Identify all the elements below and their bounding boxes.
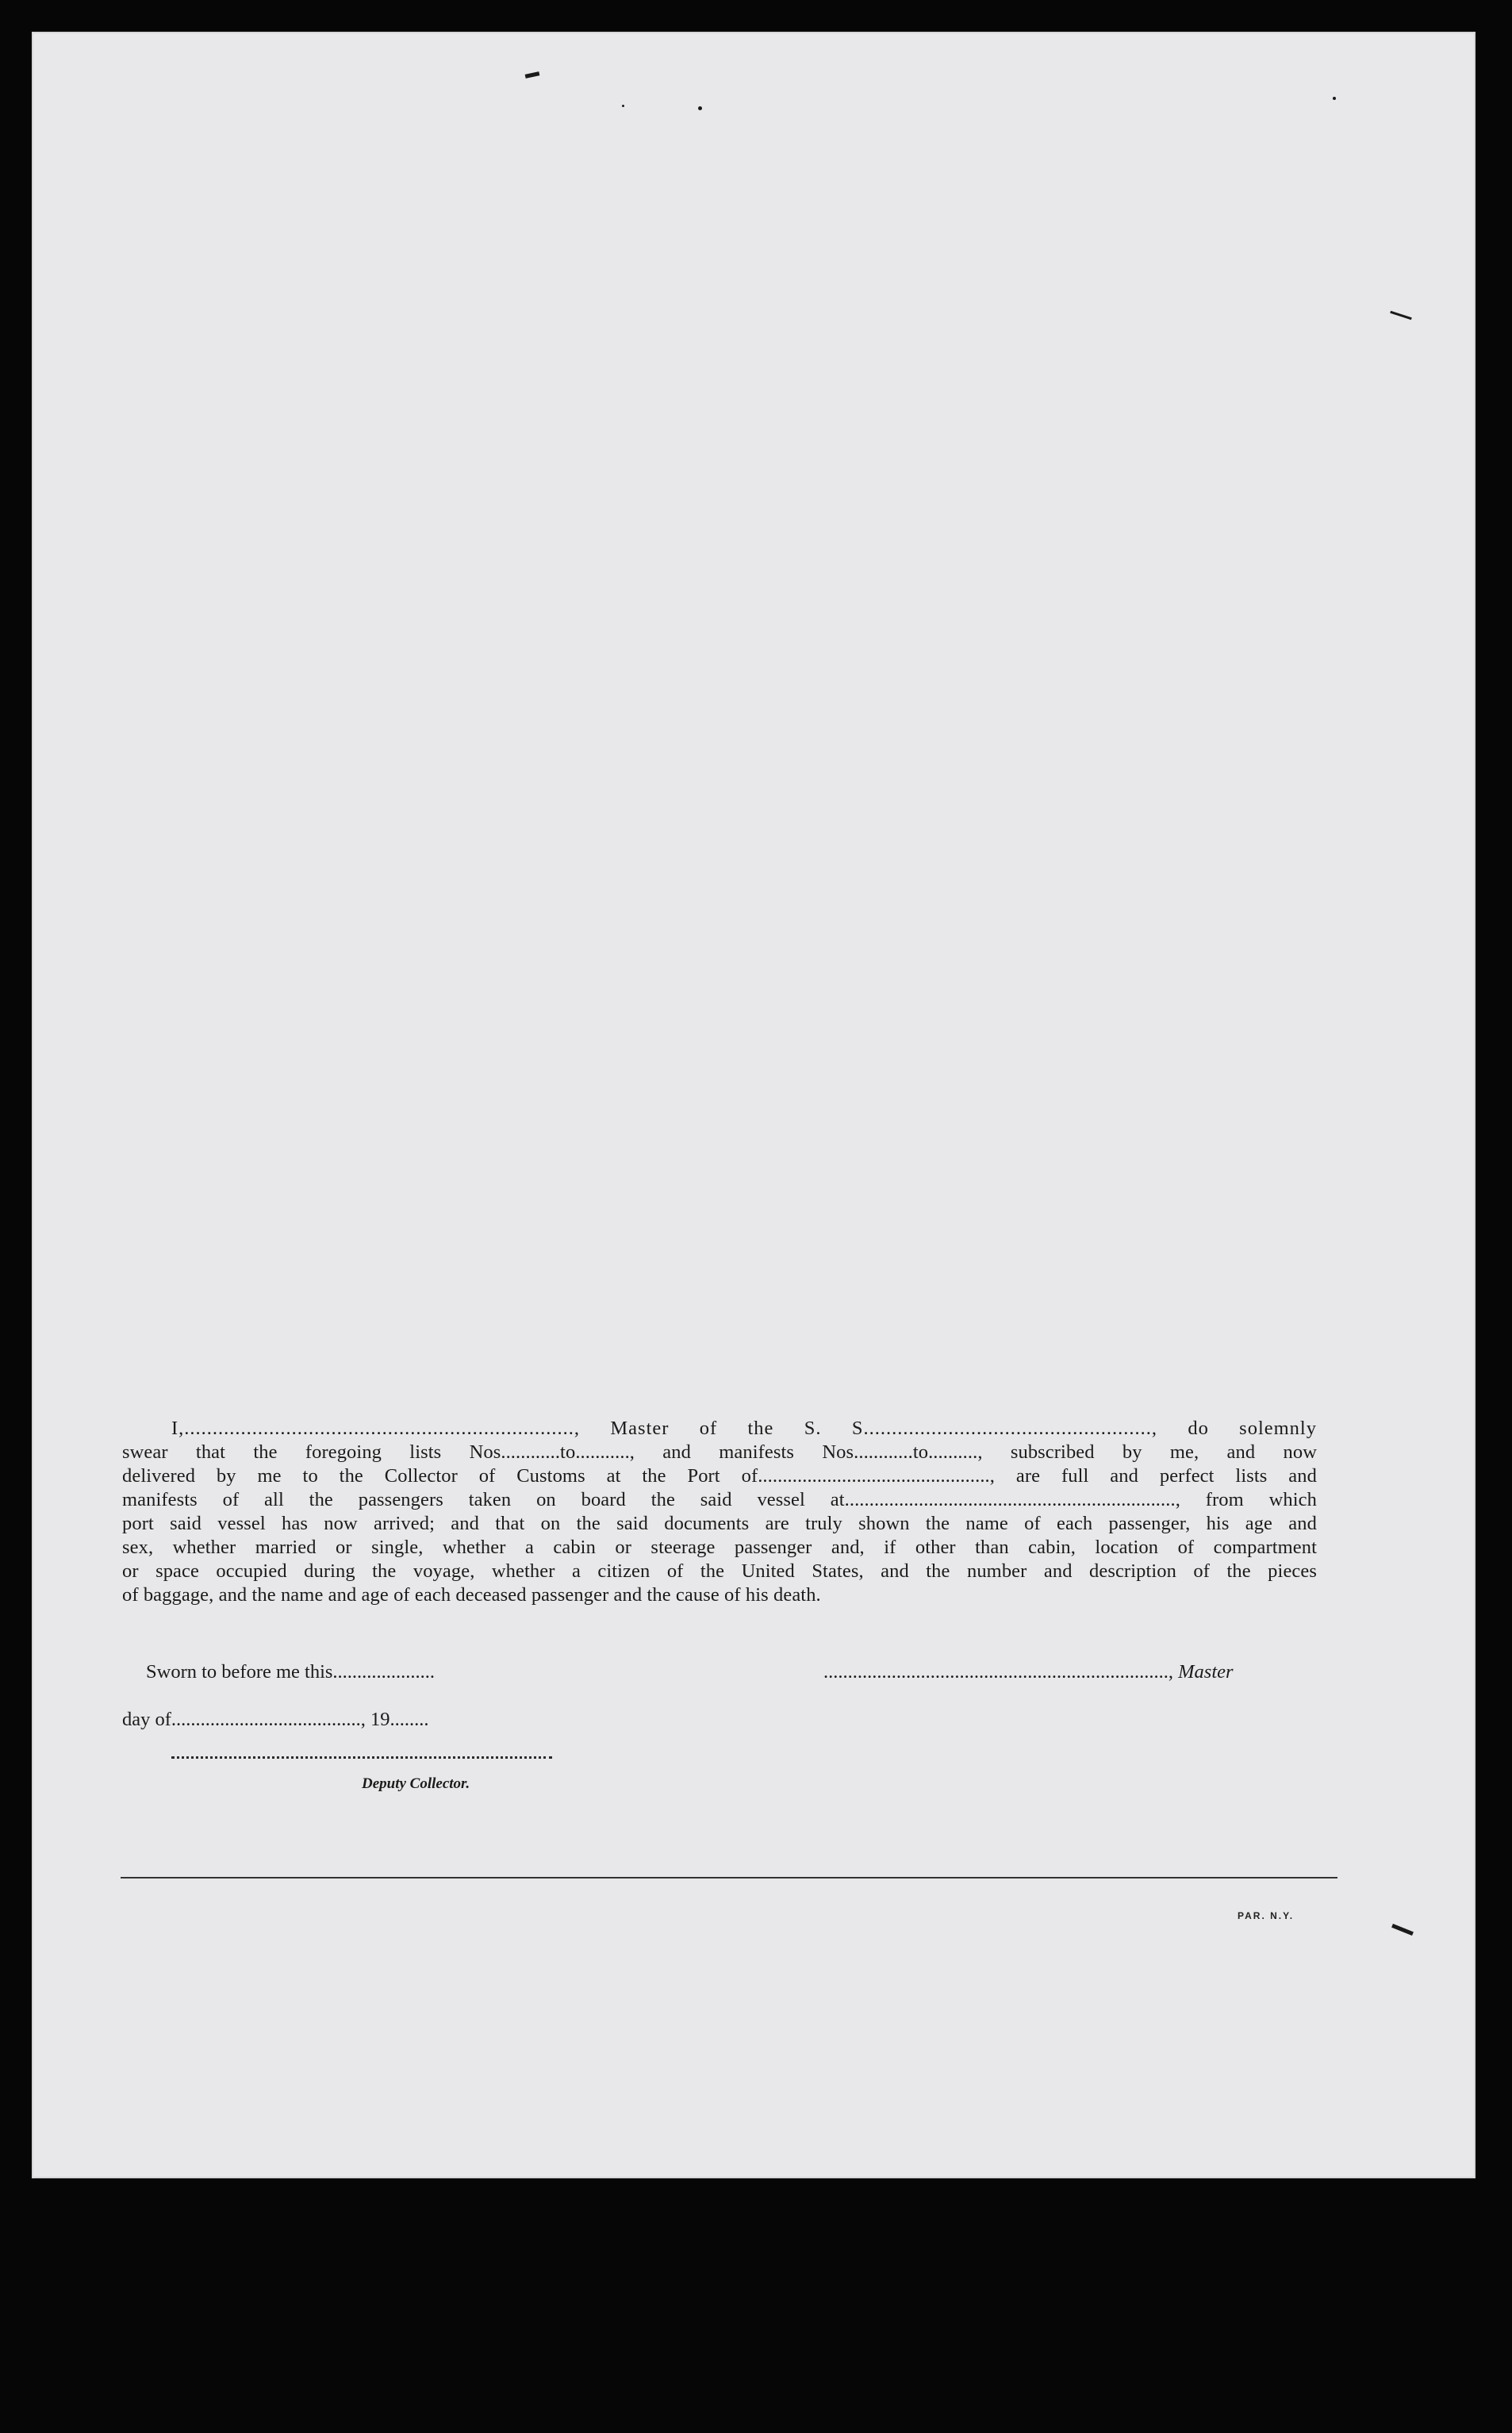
scan-artifact <box>1333 97 1336 100</box>
document-page <box>32 32 1476 2178</box>
printer-mark: PAR. N.Y. <box>1238 1910 1295 1921</box>
scan-artifact <box>1390 311 1412 320</box>
scan-artifact <box>622 105 624 107</box>
scan-artifact <box>698 106 702 110</box>
sworn-before-line: Sworn to before me this..................... <box>146 1661 436 1683</box>
master-signature-line <box>823 1661 1234 1683</box>
scan-artifact <box>1391 1924 1414 1936</box>
oath-line: delivered by me to the Collector of Customs at the Port of..............................................., are full and perfect lists and <box>122 1465 1317 1487</box>
deputy-collector-label: Deputy Collector. <box>362 1775 470 1792</box>
oath-line: swear that the foregoing lists Nos............to..........., and manifests Nos............to.........., subscribed by me, and now <box>122 1441 1317 1463</box>
day-of-line: day of......................................., 19........ <box>122 1709 429 1730</box>
master-label: Master <box>1178 1661 1234 1683</box>
horizontal-rule <box>121 1877 1337 1878</box>
oath-line: I,....................................................................., Master of the S. S..................................................., do solemnly <box>171 1418 1317 1439</box>
scan-artifact <box>525 71 540 79</box>
oath-line: manifests of all the passengers taken on board the said vessel at..................................................................., from which <box>122 1489 1317 1510</box>
oath-line: or space occupied during the voyage, whether a citizen of the United States, and the number and description of the pieces <box>122 1560 1317 1582</box>
oath-line: sex, whether married or single, whether a cabin or steerage passenger and, if other than cabin, location of compartment <box>122 1537 1317 1558</box>
deputy-collector-signature-line <box>171 1756 552 1759</box>
master-oath-paragraph <box>122 1417 1317 1607</box>
oath-line: of baggage, and the name and age of each deceased passenger and the cause of his death. <box>122 1584 821 1606</box>
oath-line: port said vessel has now arrived; and that on the said documents are truly shown the name of each passenger, his age and <box>122 1513 1317 1534</box>
master-signature-dots: ......................................................................., <box>823 1661 1173 1683</box>
